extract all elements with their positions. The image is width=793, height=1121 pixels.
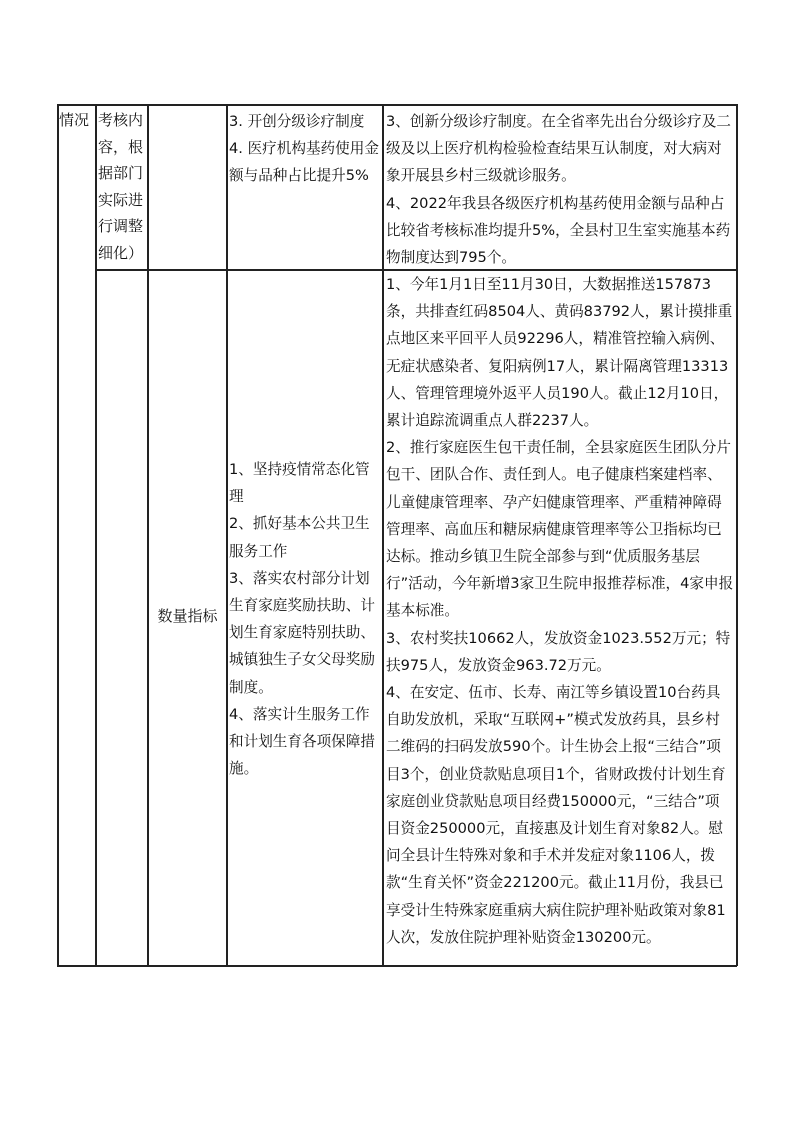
row1-result-cell [386, 108, 734, 271]
category-cell [59, 106, 95, 134]
col-line-left [57, 104, 59, 966]
row2-result-cell [386, 271, 734, 951]
col-line-2 [147, 104, 149, 966]
assessment-content-label: 考核内容，根据部门实际进行调整细化） [98, 111, 144, 262]
col-line-1 [95, 104, 97, 966]
row2-result-para-1: 1、今年1月1日至11月30日，大数据推送157873条，共排查红码8504人、黄码83792人，累计摸排重点地区来平回平人员92296人，精准管控输入病例、无症状感染者、复阳病例17人，累计隔离管理13313人、管理管理境外返平人员190人。截止12月10日，累计追踪流调重点人群2237人。 [386, 276, 733, 430]
assessment-content-cell [98, 107, 146, 266]
row2-target-line-2: 2、抓好基本公共卫生服务工作 [229, 515, 370, 560]
row2-target-line-1: 1、坚持疫情常态化管理 [229, 461, 370, 506]
row1-target-line-1: 3. 开创分级诊疗制度 [229, 113, 365, 130]
col-line-right [736, 104, 738, 966]
row2-target-line-3: 3、落实农村部分计划生育家庭奖励扶助、计划生育家庭特别扶助、城镇独生子女父母奖励制度。 [229, 569, 375, 696]
row1-target-line-2: 4. 医疗机构基药使用金额与品种占比提升5% [229, 140, 379, 185]
row2-result-para-3: 3、农村奖扶10662人，发放资金1023.552万元；特扶975人，发放资金963.72万元。 [386, 629, 731, 674]
row1-target-cell [229, 108, 381, 190]
row2-target-cell [229, 456, 381, 782]
category-label: 情况 [59, 111, 90, 129]
row1-result-para-1: 3、创新分级诊疗制度。在全省率先出台分级诊疗及二级及以上医疗机构检验检查结果互认制度，对大病对象开展县乡村三级就诊服务。 [386, 113, 731, 185]
row2-result-para-2: 2、推行家庭医生包干责任制，全县家庭医生团队分片包干、团队合作、责任到人。电子健康档案建档率、儿童健康管理率、孕产妇健康管理率、严重精神障碍管理率、高血压和糖尿病健康管理率等公卫指标均已达标。推动乡镇卫生院全部参与到“优质服务基层行”活动，今年新增3家卫生院申报推荐标准，4家申报基本标准。 [386, 439, 734, 620]
quantity-indicator-cell [149, 603, 226, 630]
col-line-3 [226, 104, 228, 966]
row2-target-line-4: 4、落实计生服务工作和计划生育各项保障措施。 [229, 705, 375, 778]
table-top-border [57, 104, 737, 106]
row2-result-para-4: 4、在安定、伍市、长寿、南江等乡镇设置10台药具自助发放机，采取“互联网+”模式发放药具，县乡村二维码的扫码发放590个。计生协会上报“三结合”项目3个，创业贷款贴息项目1个，省财政拨付计划生育家庭创业贷款贴息项目经费150000元，“三结合”项目资金250000元，直接惠及计划生育对象82人。慰问全县计生特殊对象和手术并发症对象1106人，拨款“生育关怀”资金221200元。截止11月份，我县已享受计生特殊家庭重病大病住院护理补贴政策对象81人次，发放住院护理补贴资金130200元。 [386, 684, 726, 946]
col-line-4 [382, 104, 384, 966]
table-bottom-border [57, 965, 737, 967]
row1-result-para-2: 4、2022年我县各级医疗机构基药使用金额与品种占比较省考核标准均提升5%，全县村卫生室实施基本药物制度达到795个。 [386, 194, 731, 267]
quantity-indicator-label: 数量指标 [157, 607, 218, 625]
